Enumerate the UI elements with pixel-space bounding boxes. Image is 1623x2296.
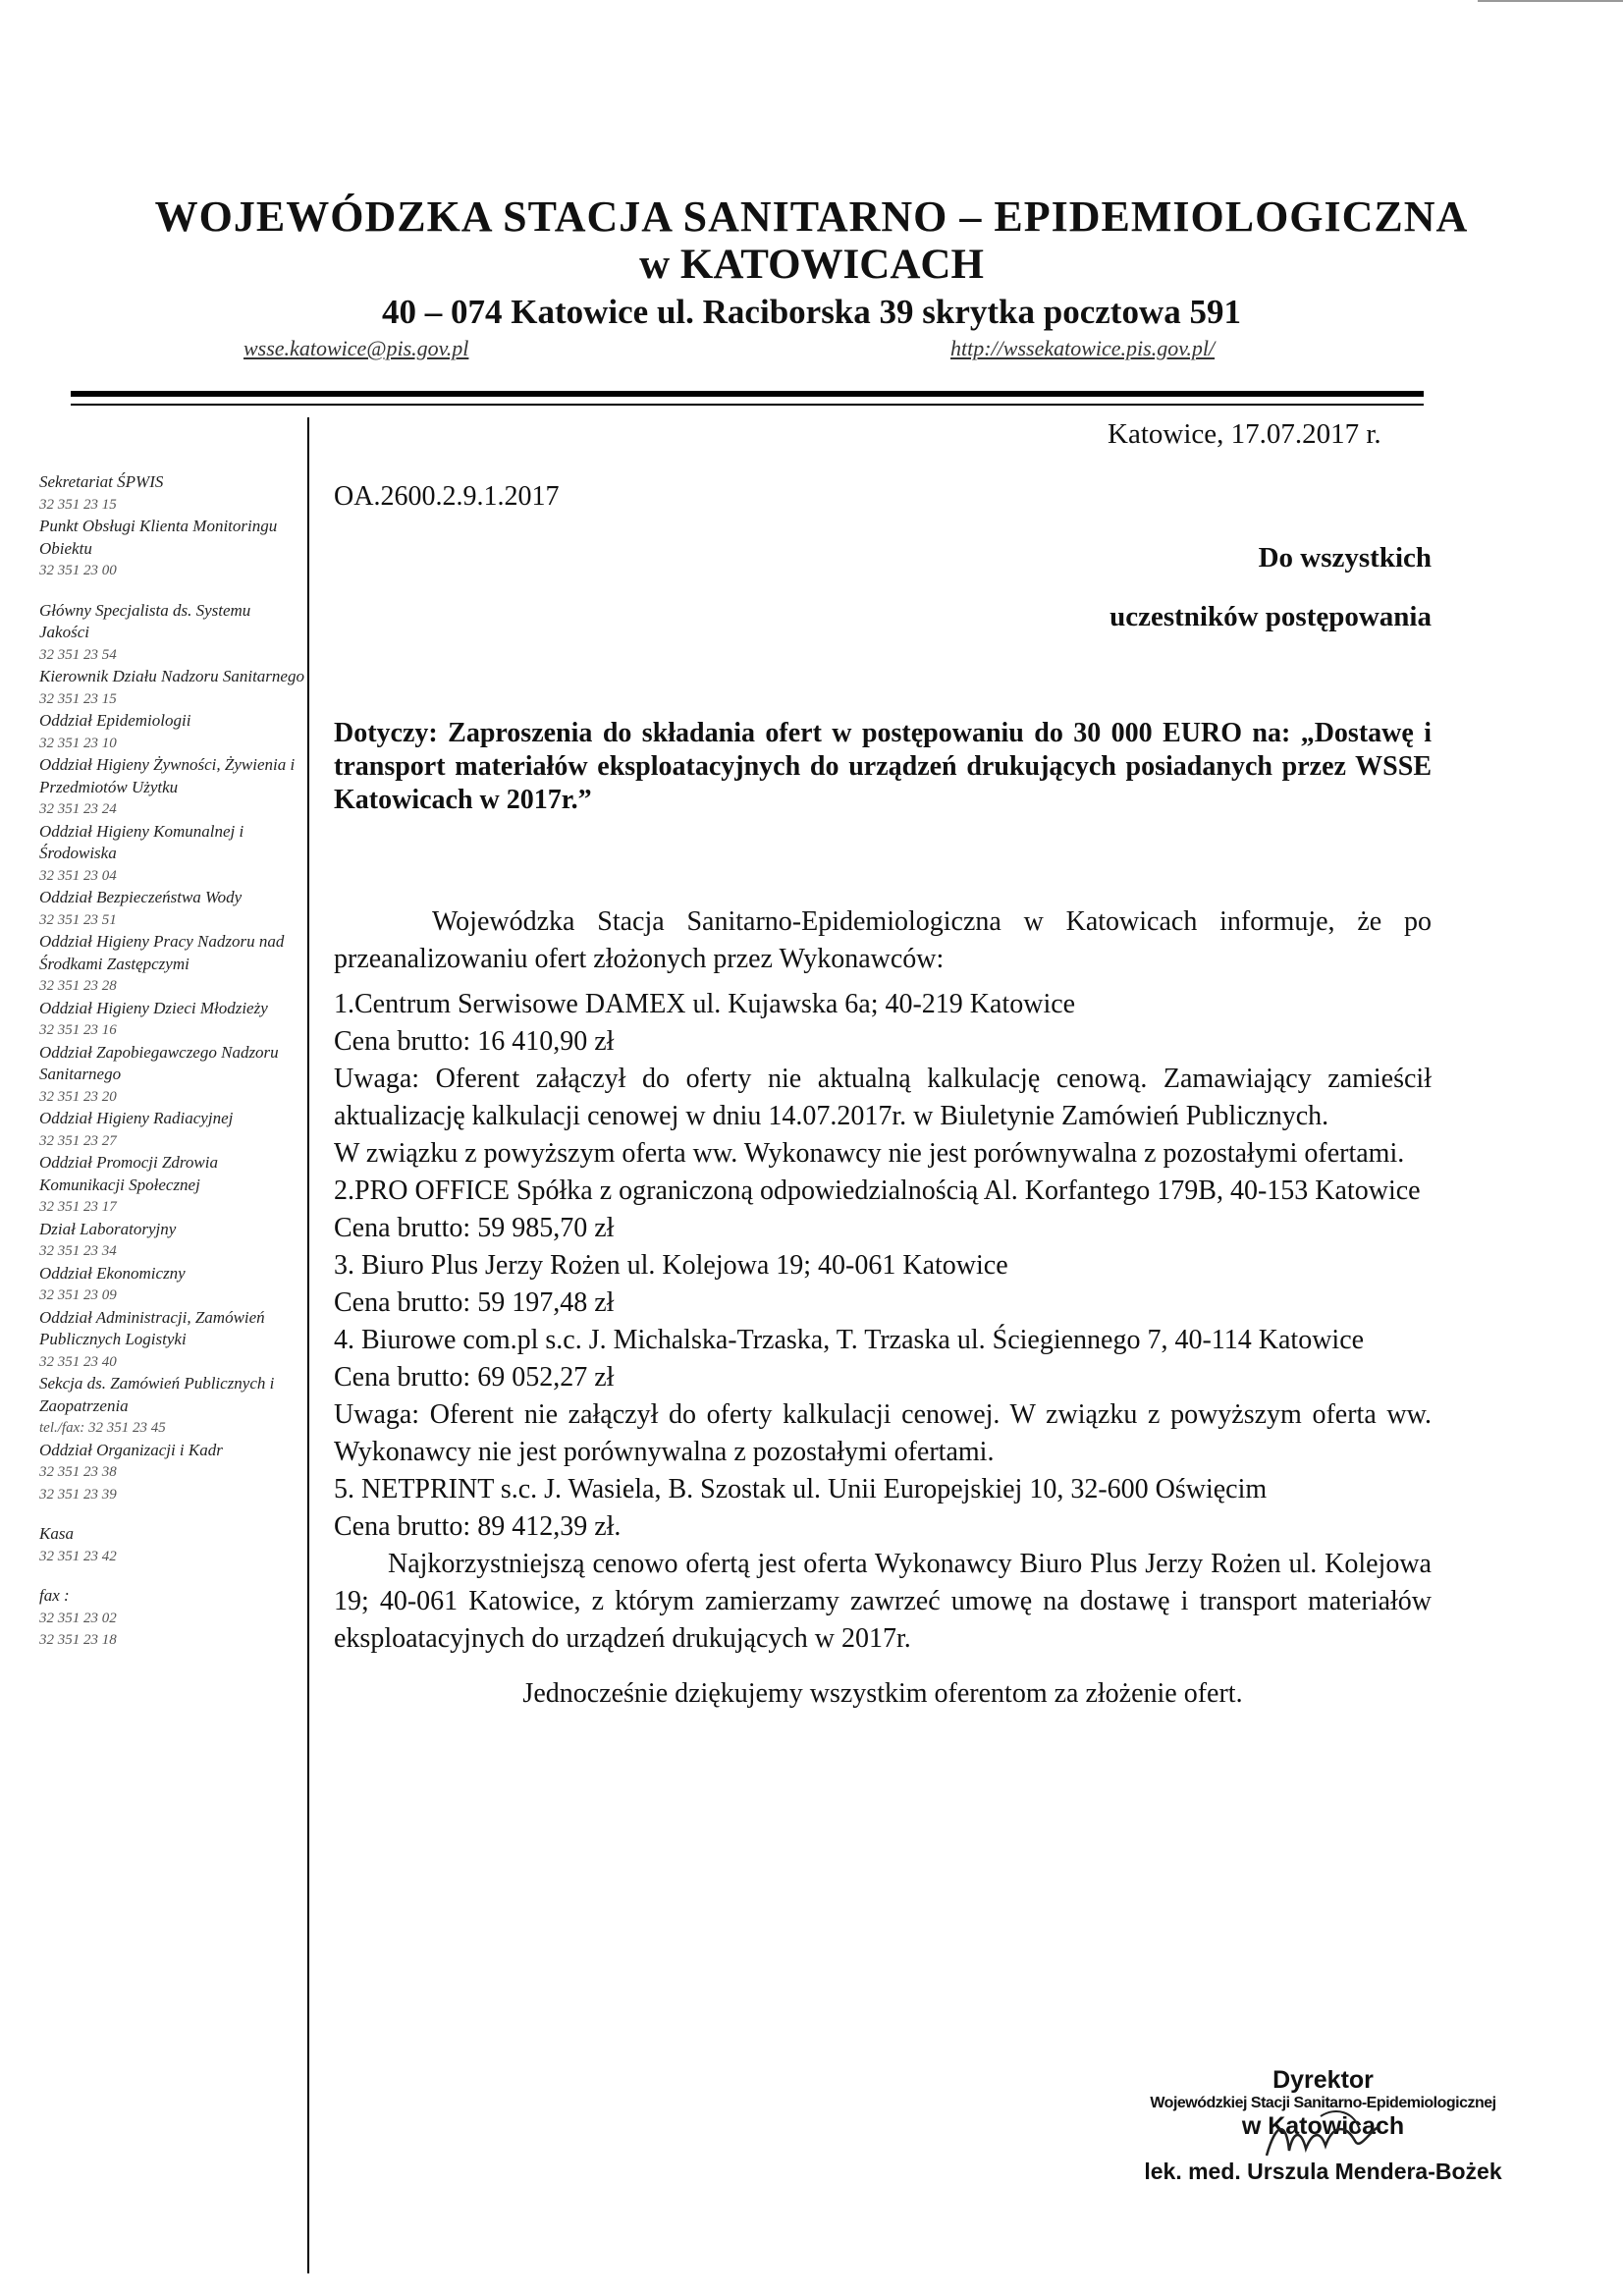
department-name: Oddział Higieny Radiacyjnej — [39, 1109, 234, 1127]
department-name: Główny Specjalista ds. Systemu Jakości — [39, 600, 251, 641]
signatory-institution: Wojewódzkiej Stacji Sanitarno-Epidemiologicznej — [1150, 2095, 1496, 2111]
sidebar-department — [39, 710, 304, 754]
department-phone: 32 351 23 40 — [39, 1353, 117, 1370]
offer-1-price: Cena brutto: 16 410,90 zł — [334, 1026, 615, 1057]
institution-title: WOJEWÓDZKA STACJA SANITARNO – EPIDEMIOLOGICZNA — [154, 192, 1469, 241]
department-name: Dział Laboratoryjny — [39, 1219, 177, 1238]
department-phone: 32 351 23 20 — [39, 1088, 117, 1105]
sidebar-divider — [307, 417, 309, 2273]
header-divider-thin — [71, 404, 1424, 406]
email-link[interactable]: wsse.katowice@pis.gov.pl — [243, 336, 469, 360]
department-phone: 32 351 23 15 — [39, 496, 117, 513]
department-phone: tel./fax: 32 351 23 45 — [39, 1420, 166, 1436]
department-name: Oddział Organizacji i Kadr — [39, 1440, 223, 1459]
recipient-line-2: uczestników postępowania — [1109, 601, 1432, 632]
conclusion-paragraph: Najkorzystniejszą cenowo ofertą jest oferta Wykonawcy Biuro Plus Jerzy Rożen ul. Kolejowa 19; 40-061 Katowice, z którym zamierzamy zawrzeć umowę na dostawę i transport materiałów eksploatacyjnych do urządzeń drukujących w 2017r. — [334, 1549, 1432, 1654]
department-name: Oddział Epidemiologii — [39, 711, 191, 730]
department-name: Sekcja ds. Zamówień Publicznych i Zaopatrzenia — [39, 1374, 275, 1415]
department-phone: 32 351 23 02 32 351 23 18 — [39, 1610, 117, 1648]
sidebar-gap — [39, 1505, 304, 1523]
sidebar-department — [39, 471, 304, 516]
sidebar-department — [39, 821, 304, 888]
offer-4-note: Uwaga: Oferent nie załączył do oferty kalkulacji cenowej. W związku z powyższym oferta ww. Wykonawcy nie jest porównywalna z pozostałymi ofertami. — [334, 1399, 1432, 1467]
sidebar-department — [39, 1042, 304, 1109]
letter-body — [334, 903, 1432, 1713]
department-name: Sekretariat ŚPWIS — [39, 472, 164, 491]
sidebar-department — [39, 516, 304, 582]
letter-date: Katowice, 17.07.2017 r. — [1108, 418, 1381, 450]
sidebar-department — [39, 1152, 304, 1219]
sidebar-department — [39, 666, 304, 710]
signatory-title: Dyrektor — [1272, 2066, 1374, 2094]
reference-number: OA.2600.2.9.1.2017 — [334, 481, 560, 512]
handwritten-signature — [1262, 2102, 1409, 2170]
signatory-city: w Katowicach — [1241, 2112, 1405, 2140]
signatory-name: lek. med. Urszula Mendera-Bożek — [1144, 2159, 1502, 2184]
department-name: fax : — [39, 1586, 70, 1605]
department-name: Oddział Higieny Pracy Nadzoru nad Środkami Zastępczymi — [39, 932, 285, 973]
department-phone: 32 351 23 15 — [39, 690, 117, 707]
department-phone: 32 351 23 34 — [39, 1243, 117, 1259]
department-name: Oddział Ekonomiczny — [39, 1263, 186, 1283]
letter-subject: Dotyczy: Zaproszenia do składania ofert w postępowaniu do 30 000 EURO na: „Dostawę i transport materiałów eksploatacyjnych do urządzeń drukujących posiadanych przez WSSE Katowicach w 2017r.” — [334, 718, 1432, 815]
institution-address: 40 – 074 Katowice ul. Raciborska 39 skrytka pocztowa 591 — [382, 293, 1241, 331]
department-name: Punkt Obsługi Klienta Monitoringu Obiektu — [39, 517, 278, 558]
department-name: Oddział Promocji Zdrowia Komunikacji Społecznej — [39, 1153, 218, 1194]
department-phone: 32 351 23 51 — [39, 911, 117, 928]
sidebar-gap — [39, 582, 304, 600]
recipient-line-1: Do wszystkich — [1258, 542, 1432, 574]
sidebar-gap — [39, 1567, 304, 1585]
department-name: Oddział Bezpieczeństwa Wody — [39, 888, 243, 906]
department-phone: 32 351 23 16 — [39, 1022, 117, 1038]
department-phone: 32 351 23 28 — [39, 978, 117, 994]
sidebar-department — [39, 1263, 304, 1307]
intro-paragraph: Wojewódzka Stacja Sanitarno-Epidemiologiczna w Katowicach informuje, że po przeanalizowaniu ofert złożonych przez Wykonawców: — [334, 906, 1432, 974]
department-phone: 32 351 23 17 — [39, 1199, 117, 1215]
sidebar-department — [39, 931, 304, 998]
department-phone: 32 351 23 00 — [39, 563, 117, 578]
header-divider-thick — [71, 391, 1424, 397]
offer-3: 3. Biuro Plus Jerzy Rożen ul. Kolejowa 19; 40-061 Katowice — [334, 1250, 1008, 1281]
sidebar-department — [39, 1373, 304, 1440]
top-edge-mark — [1478, 0, 1623, 2]
department-phone: 32 351 23 27 — [39, 1132, 117, 1149]
sidebar-department — [39, 998, 304, 1042]
department-contacts-sidebar — [39, 471, 304, 1652]
sidebar-department — [39, 1523, 304, 1567]
department-name: Kierownik Działu Nadzoru Sanitarnego — [39, 667, 304, 685]
department-phone: 32 351 23 38 32 351 23 39 — [39, 1464, 117, 1503]
offer-1: 1.Centrum Serwisowe DAMEX ul. Kujawska 6a; 40-219 Katowice — [334, 989, 1076, 1019]
department-name: Oddział Administracji, Zamówień Publicznych Logistyki — [39, 1307, 265, 1348]
sidebar-department — [39, 1585, 304, 1652]
department-name: Oddział Higieny Komunalnej i Środowiska — [39, 821, 244, 862]
website-link[interactable]: http://wssekatowice.pis.gov.pl/ — [950, 336, 1216, 360]
offer-4: 4. Biurowe com.pl s.c. J. Michalska-Trzaska, T. Trzaska ul. Ściegiennego 7, 40-114 Katowice — [334, 1325, 1365, 1355]
sidebar-department — [39, 754, 304, 821]
offer-5-price: Cena brutto: 89 412,39 zł. — [334, 1511, 622, 1542]
sidebar-department — [39, 1440, 304, 1506]
offer-2: 2.PRO OFFICE Spółka z ograniczoną odpowiedzialnością Al. Korfantego 179B, 40-153 Katowice — [334, 1175, 1421, 1206]
department-name: Oddział Higieny Żywności, Żywienia i Przedmiotów Użytku — [39, 755, 296, 796]
sidebar-department — [39, 600, 304, 667]
offer-5: 5. NETPRINT s.c. J. Wasiela, B. Szostak ul. Unii Europejskiej 10, 32-600 Oświęcim — [334, 1474, 1268, 1504]
offer-1-note-2: W związku z powyższym oferta ww. Wykonawcy nie jest porównywalna z pozostałymi ofertami. — [334, 1138, 1405, 1169]
department-name: Kasa — [39, 1524, 74, 1543]
offer-1-note: Uwaga: Oferent załączył do oferty nie aktualną kalkulację cenową. Zamawiający zamieścił aktualizację kalkulacji cenowej w dniu 14.07.2017r. w Biuletynie Zamówień Publicznych. — [334, 1064, 1432, 1131]
institution-city: w KATOWICACH — [639, 242, 984, 288]
department-phone: 32 351 23 10 — [39, 735, 117, 751]
department-phone: 32 351 23 09 — [39, 1287, 117, 1303]
sidebar-department — [39, 887, 304, 931]
sidebar-department — [39, 1108, 304, 1152]
department-phone: 32 351 23 24 — [39, 801, 117, 817]
sidebar-department — [39, 1307, 304, 1374]
department-phone: 32 351 23 42 — [39, 1548, 117, 1564]
department-name: Oddział Zapobiegawczego Nadzoru Sanitarnego — [39, 1042, 279, 1083]
department-phone: 32 351 23 04 — [39, 867, 117, 884]
thanks-paragraph: Jednocześnie dziękujemy wszystkim oferentom za złożenie ofert. — [522, 1678, 1243, 1709]
department-phone: 32 351 23 54 — [39, 646, 117, 663]
department-name: Oddział Higieny Dzieci Młodzieży — [39, 998, 268, 1017]
offer-3-price: Cena brutto: 59 197,48 zł — [334, 1287, 615, 1318]
sidebar-department — [39, 1219, 304, 1263]
offer-4-price: Cena brutto: 69 052,27 zł — [334, 1362, 615, 1393]
offer-2-price: Cena brutto: 59 985,70 zł — [334, 1213, 615, 1243]
